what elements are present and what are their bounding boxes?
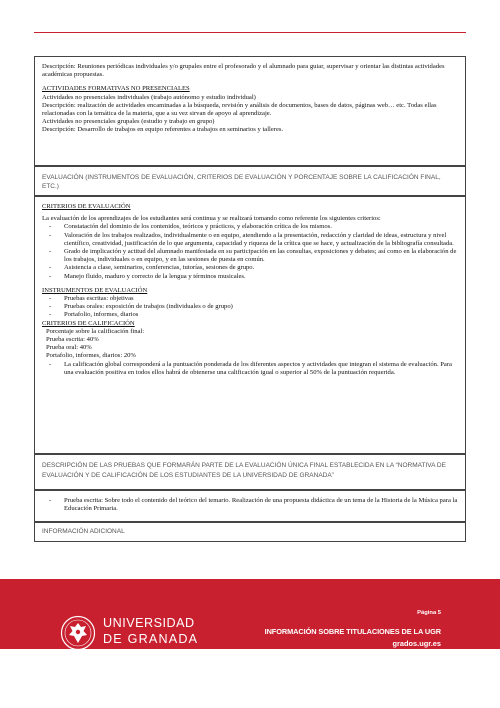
list-item: - Manejo fluido, maduro y correcto de la lengua y términos musicales. [49, 272, 246, 280]
list-item: - Prueba escrita: Sobre todo el contenido del teórico del temario. Realización de una propuesta didáctica de un tema de la Historia de la Música para la Educación Primaria. [49, 497, 458, 513]
grading-line: Porcentaje sobre la calificación final: [46, 327, 145, 335]
degree-info-title: INFORMACIÓN SOBRE TITULACIONES DE LA UGR [264, 627, 441, 636]
non-presential-heading: ACTIVIDADES FORMATIVAS NO PRESENCIALES [42, 85, 190, 93]
list-item: - Grado de implicación y actitud del alumnado manifestada en su participación en las consultas, exposiciones y debates; así como en la elaboración de los trabajos, individuales o en equipo, y en las sesiones de puesta en común. [49, 248, 457, 264]
activities-section [34, 56, 466, 166]
list-item: - Asistencia a clase, seminarios, conferencias, tutorías, sesiones de grupo. [49, 264, 255, 272]
grading-heading: CRITERIOS DE CALIFICACIÓN [42, 319, 135, 327]
paragraph: Descripción: realización de actividades encaminadas a la búsqueda, revisión y análisis de documentos, bases de datos, páginas web… etc. Todas ellas relacionadas con la temática de la materia, que a su vez sirvan de apoyo al aprendizaje. [42, 101, 437, 118]
instruments-list [42, 295, 458, 320]
page-number: Página 5 [417, 610, 441, 616]
list-item: - Portafolio, informes, diarios [49, 311, 139, 319]
evaluation-title: EVALUACIÓN (INSTRUMENTOS DE EVALUACIÓN, CRITERIOS DE EVALUACIÓN Y PORCENTAJE SOBRE LA CALIFICACIÓN FINAL, ETC.) [42, 174, 441, 190]
list-item: - Valoración de los trabajos realizados, individualmente o en equipo, atendiendo a la presentación, redacción y claridad de ideas, estructura y nivel científico, creatividad, justificación de lo que argumenta, capacidad y riqueza de la crítica que se hace, y actualización de la bibliografía consultada. [49, 231, 454, 247]
evaluation-section [34, 196, 466, 454]
university-name-line2: DE GRANADA [103, 632, 199, 646]
list-item: - Pruebas escritas: objetivas [49, 295, 134, 303]
grading-notes [42, 361, 458, 377]
final-exam-header [34, 454, 466, 490]
paragraph: Actividades no presenciales individuales (trabajo autónomo y estudio individual) [42, 93, 256, 101]
additional-info-title: INFORMACIÓN ADICIONAL [42, 528, 125, 535]
criteria-intro: La evaluación de los aprendizajes de los estudiantes será continua y se realizará tomando como referente los siguientes criterios: [42, 215, 381, 223]
grading-line: Portafolio, informes, diarios: 20% [46, 352, 136, 360]
list-item: - La calificación global corresponderá a la puntuación ponderada de los diferentes aspectos y actividades que integran el sistema de evaluación. Para una evaluación positiva en todos ellos habrá de obtenerse una calificación igual o superior al 50% de la puntuación requerida. [49, 360, 452, 376]
final-exam-section [34, 490, 466, 522]
list-item: - Constatación del dominio de los contenidos, teóricos y prácticos, y elaboración crítica de los mismos. [49, 223, 332, 231]
additional-info-header [34, 522, 466, 542]
site-link[interactable]: grados.ugr.es [392, 639, 441, 648]
final-exam-list [42, 497, 458, 513]
university-name-line1: UNIVERSIDAD [103, 616, 195, 630]
university-seal-icon [60, 615, 96, 651]
final-exam-title: DESCRIPCIÓN DE LAS PRUEBAS QUE FORMARÁN PARTE DE LA EVALUACIÓN ÚNICA FINAL ESTABLECIDA EN LA “NORMATIVA DE EVALUACIÓN Y DE CALIFICACIÓN DE LOS ESTUDIANTES DE LA UNIVERSIDAD DE GRANADA” [42, 462, 446, 479]
criteria-heading: CRITERIOS DE EVALUACIÓN [42, 203, 131, 210]
list-item: - Pruebas orales: exposición de trabajos (individuales o de grupo) [49, 303, 233, 311]
evaluation-header [34, 166, 466, 196]
activity-description: Descripción: Reuniones periódicas individuales y/o grupales entre el profesorado y el alumnado para guiar, supervisar y orientar las distintas actividades académicas propuestas. [42, 63, 445, 79]
grading-line: Prueba oral: 40% [46, 344, 92, 352]
paragraph: Descripción: Desarrollo de trabajos en equipo referentes a trabajos en seminarios y talleres. [42, 126, 284, 134]
grading-line: Prueba escrita: 40% [46, 336, 99, 344]
top-rule [34, 32, 466, 33]
paragraph: Actividades no presenciales grupales (estudio y trabajo en grupo) [42, 118, 215, 126]
instruments-heading: INSTRUMENTOS DE EVALUACIÓN [42, 286, 148, 294]
criteria-list [42, 223, 458, 280]
